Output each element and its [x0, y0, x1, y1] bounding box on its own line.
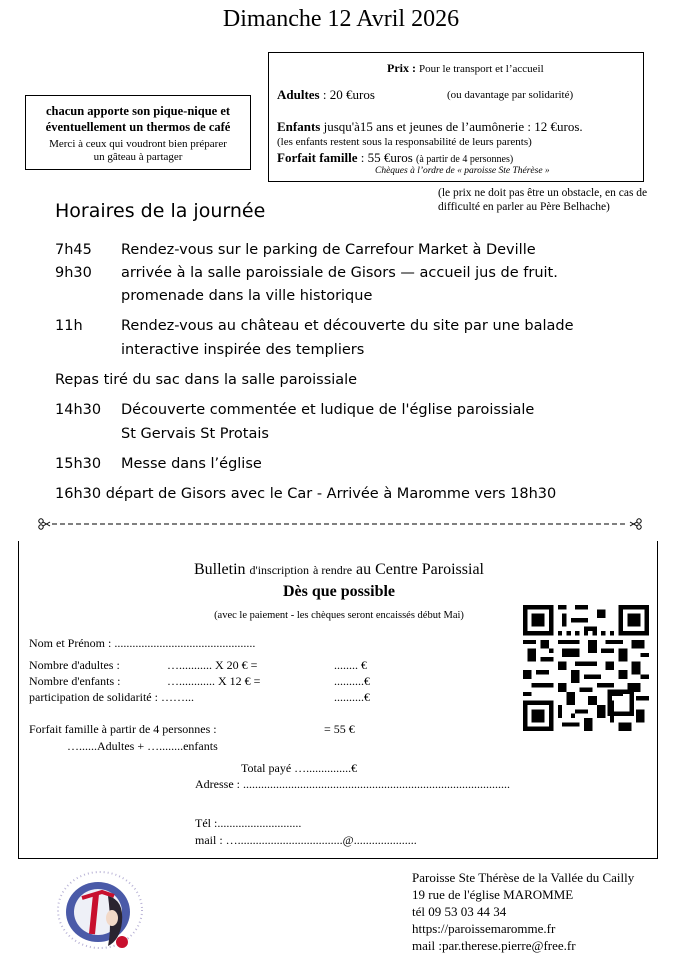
schedule-text: Découverte commentée et ludique de l'église paroissiale	[121, 402, 535, 418]
family-composition-field[interactable]: …......Adultes + …........enfants	[67, 739, 218, 753]
schedule-time: 9h30	[55, 265, 92, 281]
address-field[interactable]: Adresse : .........................................................................................	[195, 777, 510, 791]
schedule-text: arrivée à la salle paroissiale de Gisors — accueil jus de fruit.	[121, 265, 558, 281]
adults-price-note: (ou davantage par solidarité)	[447, 89, 574, 101]
form-title-c: à rendre	[313, 563, 353, 577]
parish-phone: tél 09 53 03 44 34	[412, 904, 507, 919]
form-title-b: d'inscription	[249, 563, 310, 577]
parish-logo-icon	[52, 868, 148, 952]
family-price-value: : 55 €uros	[357, 150, 413, 165]
adults-price-value: : 20 €uros	[319, 87, 375, 102]
schedule-text: Rendez-vous au château et découverte du site par une balade	[121, 318, 574, 334]
solidarity-field[interactable]: participation de solidarité : ……...	[29, 690, 194, 704]
cut-line	[38, 516, 642, 532]
schedule-text: St Gervais St Protais	[121, 426, 269, 442]
price-obstacle-note	[438, 186, 647, 214]
schedule-time: 7h45	[55, 242, 92, 258]
picnic-line-1: chacun apporte son pique-nique et	[45, 104, 231, 118]
schedule-lunch: Repas tiré du sac dans la salle paroissiale	[55, 372, 358, 388]
parish-website[interactable]: https://paroissemaromme.fr	[412, 921, 556, 936]
picnic-line-3: Merci à ceux qui voudront bien préparer	[49, 138, 227, 150]
family-value: = 55 €	[324, 722, 355, 736]
form-title-d: au Centre Paroissial	[356, 561, 484, 578]
schedule-time: 11h	[55, 318, 83, 334]
schedule-text: Rendez-vous sur le parking de Carrefour Market à Deville	[121, 242, 536, 258]
parish-email[interactable]: mail :par.therese.pierre@free.fr	[412, 938, 576, 953]
price-subtitle: Pour le transport et l’accueil	[419, 63, 544, 75]
scissors-icon	[39, 519, 50, 529]
form-payment-note: (avec le paiement - les chèques seront encaissés début Mai)	[214, 610, 464, 621]
adults-total-field[interactable]: ........ €	[334, 658, 367, 672]
children-price-text: jusqu'à15 ans et jeunes de l’aumônerie : 12 €uros.	[320, 119, 583, 134]
schedule-text: Messe dans l’église	[121, 456, 262, 472]
price-label: Prix :	[387, 61, 416, 75]
picnic-line-2: éventuellement un thermos de café	[45, 120, 231, 134]
children-price-label: Enfants	[277, 119, 321, 134]
price-note-line-2: difficulté en parler au Père Belhache)	[438, 201, 610, 213]
schedule-heading: Horaires de la journée	[55, 200, 266, 222]
children-count-field[interactable]: …............ X 12 € =	[167, 674, 261, 688]
price-note-line-1: (le prix ne doit pas être un obstacle, en cas de	[438, 187, 648, 199]
schedule-text: interactive inspirée des templiers	[121, 342, 365, 358]
children-total-field[interactable]: ..........€	[334, 674, 370, 688]
registration-form	[18, 541, 658, 859]
form-title-a: Bulletin	[193, 561, 246, 578]
children-count-label: Nombre d'enfants :	[29, 674, 121, 688]
scissors-icon	[630, 519, 641, 529]
price-box	[268, 52, 644, 182]
children-price-note: (les enfants restent sous la responsabilité de leurs parents)	[277, 136, 532, 148]
picnic-box	[25, 95, 251, 170]
schedule-last: 16h30 départ de Gisors avec le Car - Arrivée à Maromme vers 18h30	[55, 486, 557, 502]
name-field[interactable]: Nom et Prénom : ...............................................	[29, 636, 256, 650]
parish-name: Paroisse Ste Thérèse de la Vallée du Cailly	[412, 870, 635, 885]
adults-count-label: Nombre d'adultes :	[29, 658, 120, 672]
mail-field[interactable]: mail : …...................................@.....................	[195, 833, 417, 847]
schedule-time: 14h30	[55, 402, 102, 418]
page-title: Dimanche 12 Avril 2026	[222, 6, 460, 32]
form-subtitle: Dès que possible	[282, 583, 396, 600]
family-price-note: (à partir de 4 personnes)	[416, 154, 514, 165]
schedule-text: promenade dans la ville historique	[121, 288, 373, 304]
total-paid-field[interactable]: Total payé …...............€	[241, 761, 358, 775]
solidarity-total-field[interactable]: ..........€	[334, 690, 370, 704]
picnic-line-4: un gâteau à partager	[93, 151, 183, 163]
adults-count-field[interactable]: …........... X 20 € =	[167, 658, 258, 672]
parish-street: 19 rue de l'église MAROMME	[412, 887, 574, 902]
cheques-note: Chèques à l’ordre de « paroisse Ste Thérèse »	[375, 166, 550, 176]
schedule-time: 15h30	[55, 456, 102, 472]
family-price-label: Forfait famille	[277, 150, 358, 165]
tel-field[interactable]: Tél :............................	[195, 816, 302, 830]
qr-code-icon	[523, 605, 649, 731]
adults-price-label: Adultes	[277, 87, 320, 102]
family-label: Forfait famille à partir de 4 personnes :	[29, 722, 217, 736]
